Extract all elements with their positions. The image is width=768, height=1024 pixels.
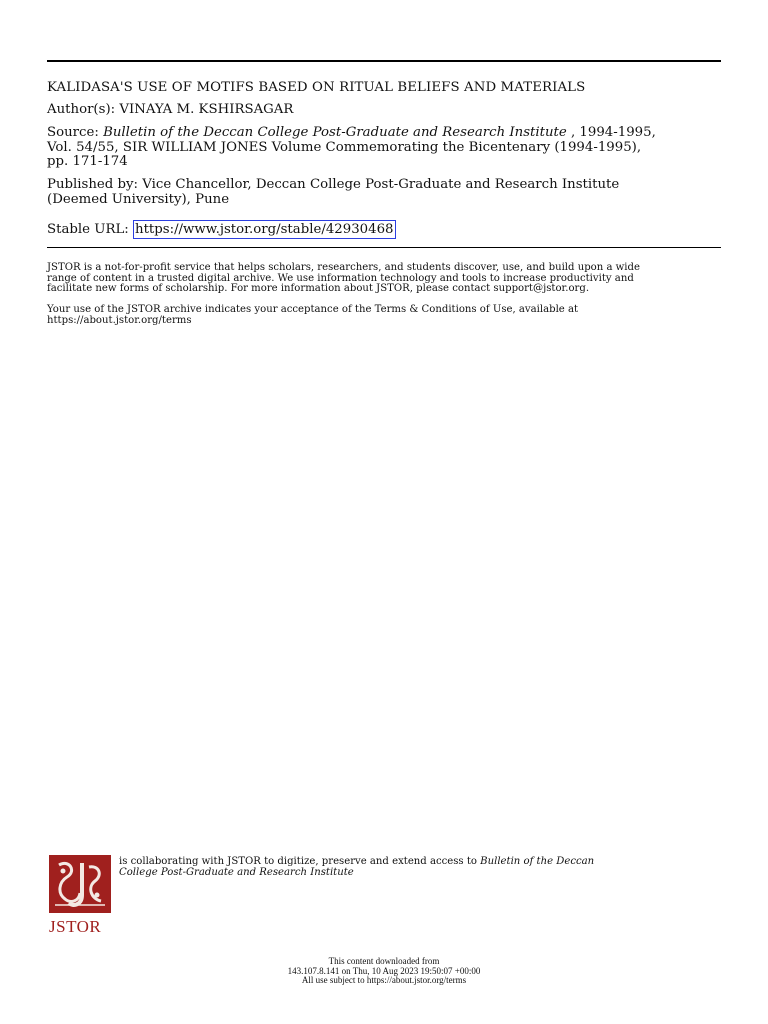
collaboration-journal: Bulletin of the Deccan [480, 856, 595, 867]
divider-rule [47, 247, 721, 248]
footer-line: All use subject to https://about.jstor.org/terms [301, 975, 467, 986]
jstor-emblem-icon [49, 855, 111, 913]
notice-line: facilitate new forms of scholarship. For more information about JSTOR, please contact support@jstor.org. [47, 283, 590, 295]
collaboration-text: is collaborating with JSTOR to digitize, preserve and extend access to [119, 856, 481, 867]
stable-url-line [47, 220, 396, 239]
jstor-wordmark: JSTOR [49, 917, 102, 936]
terms-line: Your use of the JSTOR archive indicates your acceptance of the Terms & Conditions of Use, available at [47, 304, 579, 315]
download-footer [0, 957, 768, 986]
terms-link[interactable]: https://about.jstor.org/terms [47, 314, 192, 326]
terms-notice [47, 305, 737, 326]
published-label: Published by: [47, 177, 139, 192]
jstor-logo [49, 855, 113, 935]
notice-line: range of content in a trusted digital archive. We use information technology and tools to increase productivity and [47, 272, 634, 284]
publisher-line1: Vice Chancellor, Deccan College Post-Graduate and Research Institute [142, 177, 620, 192]
source-journal: Bulletin of the Deccan College Post-Graduate and Research Institute [103, 125, 567, 140]
collaboration-journal-cont: College Post-Graduate and Research Institute [119, 867, 354, 879]
notice-line: JSTOR is a not-for-profit service that helps scholars, researchers, and students discover, use, and build upon a wide [47, 262, 640, 273]
source-block [47, 126, 727, 170]
top-rule [47, 60, 721, 62]
publisher-line2: (Deemed University), Pune [47, 191, 230, 207]
source-pages: pp. 171-174 [47, 154, 128, 169]
authors-line [47, 102, 293, 117]
article-title: KALIDASA'S USE OF MOTIFS BASED ON RITUAL BELIEFS AND MATERIALS [47, 80, 586, 95]
jstor-notice [47, 263, 737, 295]
published-block [47, 178, 727, 207]
source-years: , 1994-1995, [566, 125, 656, 140]
source-volume: Vol. 54/55, SIR WILLIAM JONES Volume Commemorating the Bicentenary (1994-1995), [47, 139, 642, 155]
footer-line: 143.107.8.141 on Thu, 10 Aug 2023 19:50:07 +00:00 [287, 965, 481, 976]
footer-line: This content downloaded from [328, 956, 440, 966]
authors-label: Author(s): [47, 102, 116, 117]
authors-name: VINAYA M. KSHIRSAGAR [119, 102, 294, 117]
jstor-emblem-svg [49, 855, 111, 913]
stable-url-link[interactable]: https://www.jstor.org/stable/42930468 [135, 222, 394, 237]
source-label: Source: [47, 125, 99, 140]
stable-url-label: Stable URL: [47, 222, 129, 237]
collaboration-statement [119, 856, 679, 879]
